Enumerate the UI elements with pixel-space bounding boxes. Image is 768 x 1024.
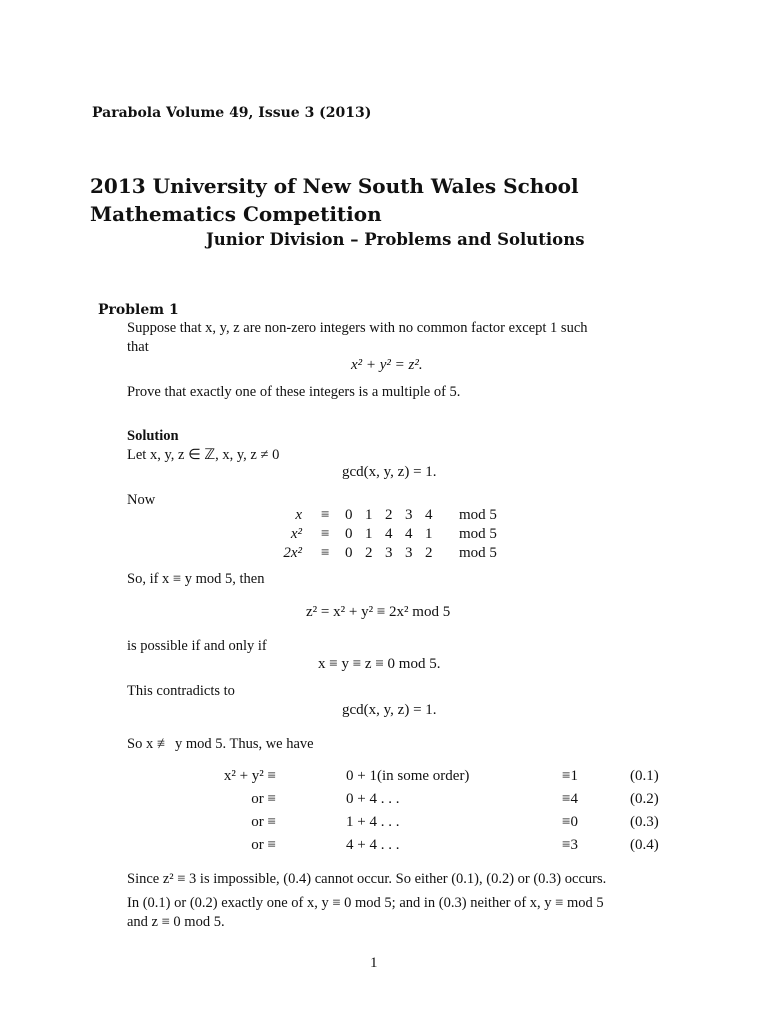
table-cell: 0	[345, 545, 353, 561]
case-lhs: or ≡	[251, 837, 276, 853]
table-cell: 3	[385, 545, 393, 561]
problem-statement-line1: Suppose that x, y, z are non-zero integers with no common factor except 1 such	[127, 320, 588, 336]
equiv-sign: ≡	[321, 526, 330, 542]
table-cell: 2	[365, 545, 373, 561]
case-sum: 4 + 4 . . .	[346, 837, 400, 853]
solution-eq3: x ≡ y ≡ z ≡ 0 mod 5.	[318, 656, 441, 672]
equiv-sign: ≡	[321, 507, 330, 523]
solution-gcd1: gcd(x, y, z) = 1.	[342, 464, 437, 480]
table-cell: 4	[425, 507, 433, 523]
table-cell: 1	[365, 526, 373, 542]
residue-table	[280, 507, 510, 564]
case-sum: 1 + 4 . . .	[346, 814, 400, 830]
case-result: ≡1	[562, 768, 578, 784]
table-cell: 1	[425, 526, 433, 542]
equation-tag: (0.3)	[630, 814, 659, 830]
table-cell: 4	[405, 526, 413, 542]
solution-heading: Solution	[127, 428, 179, 444]
solution-gcd2: gcd(x, y, z) = 1.	[342, 702, 437, 718]
table-cell: 2	[385, 507, 393, 523]
case-lhs: or ≡	[251, 814, 276, 830]
table-cell: 0	[345, 526, 353, 542]
row-label: x²	[290, 526, 302, 542]
equiv-sign: ≡	[321, 545, 330, 561]
equation-tag: (0.1)	[630, 768, 659, 784]
problem-prove: Prove that exactly one of these integers is a multiple of 5.	[127, 384, 461, 400]
case-result: ≡3	[562, 837, 578, 853]
table-row	[190, 768, 670, 791]
table-cell: 0	[345, 507, 353, 523]
solution-eq2: z² = x² + y² ≡ 2x² mod 5	[306, 604, 451, 620]
case-sum: 0 + 1(in some order)	[346, 768, 470, 784]
table-cell: 3	[405, 545, 413, 561]
solution-let: Let x, y, z ∈ ℤ, x, y, z ≠ 0	[127, 447, 280, 463]
solution-possible: is possible if and only if	[127, 638, 267, 654]
case-lhs: or ≡	[251, 791, 276, 807]
case-lhs: x² + y² ≡	[223, 768, 276, 784]
table-cell: 4	[385, 526, 393, 542]
paper-title: 2013 University of New South Wales School Mathematics Competition	[90, 174, 579, 226]
problem-heading: Problem 1	[98, 302, 179, 318]
problem-equation: x² + y² = z².	[351, 357, 423, 373]
table-row	[280, 507, 510, 526]
solution-in-line1: In (0.1) or (0.2) exactly one of x, y ≡ 0 mod 5; and in (0.3) neither of x, y ≡ mod 5	[127, 895, 604, 911]
mod-label: mod 5	[459, 526, 497, 542]
solution-contradicts: This contradicts to	[127, 683, 235, 699]
table-row	[190, 837, 670, 860]
equation-tag: (0.4)	[630, 837, 659, 853]
problem-statement-line2: that	[127, 339, 149, 355]
row-label: x	[295, 507, 302, 523]
page-number: 1	[370, 955, 378, 971]
table-cell: 3	[405, 507, 413, 523]
table-row	[190, 814, 670, 837]
row-label: 2x²	[283, 545, 302, 561]
paper-subtitle: Junior Division – Problems and Solutions	[206, 230, 585, 249]
table-row	[190, 791, 670, 814]
table-cell: 1	[365, 507, 373, 523]
mod-label: mod 5	[459, 545, 497, 561]
mod-label: mod 5	[459, 507, 497, 523]
table-row	[280, 526, 510, 545]
journal-header: Parabola Volume 49, Issue 3 (2013)	[92, 105, 372, 121]
solution-so-x: So x ≢ y mod 5. Thus, we have	[127, 736, 314, 752]
table-row	[280, 545, 510, 564]
case-result: ≡4	[562, 791, 578, 807]
solution-now: Now	[127, 492, 156, 508]
table-cell: 2	[425, 545, 433, 561]
case-sum: 0 + 4 . . .	[346, 791, 400, 807]
solution-in-line2: and z ≡ 0 mod 5.	[127, 914, 225, 930]
case-result: ≡0	[562, 814, 578, 830]
solution-since: Since z² ≡ 3 is impossible, (0.4) cannot occur. So either (0.1), (0.2) or (0.3) occurs.	[127, 871, 607, 887]
solution-so-if: So, if x ≡ y mod 5, then	[127, 571, 265, 587]
cases-table	[190, 768, 670, 860]
equation-tag: (0.2)	[630, 791, 659, 807]
